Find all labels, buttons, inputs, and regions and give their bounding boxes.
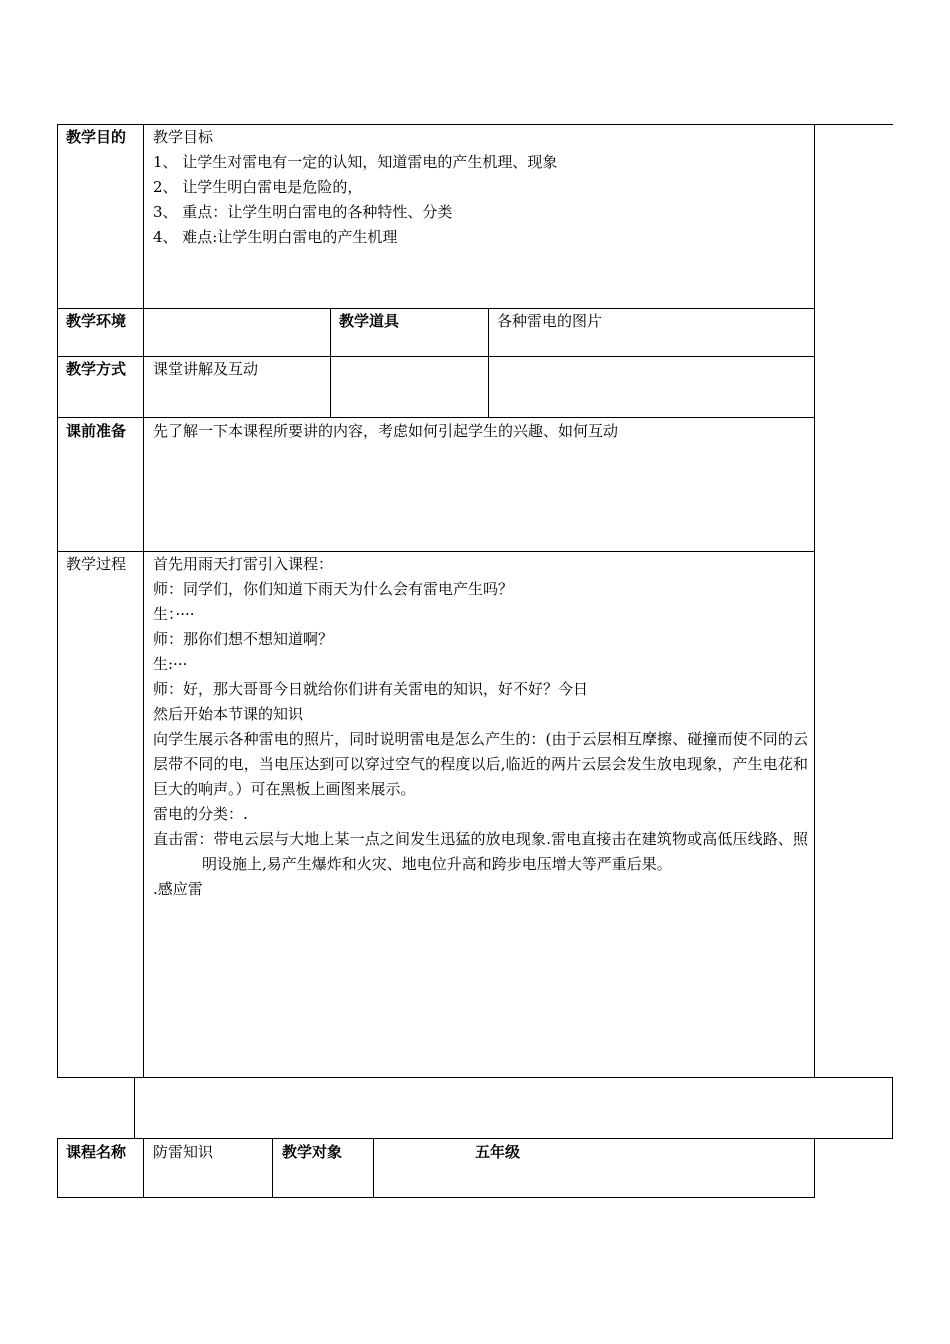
objective-item: 2、 让学生明白雷电是危险的， xyxy=(153,178,363,196)
objective-item: 3、 重点：让学生明白雷电的各种特性、分类 xyxy=(153,203,453,221)
audience-label: 教学对象 xyxy=(282,1143,343,1161)
row-divider-1 xyxy=(57,308,815,309)
course-table-bottom xyxy=(57,1197,815,1198)
course-name-label: 课程名称 xyxy=(66,1143,127,1161)
gap-box-right xyxy=(892,1077,893,1138)
table-right-border xyxy=(814,124,815,1078)
process-line: 首先用雨天打雷引入课程： xyxy=(153,555,334,573)
objectives-content xyxy=(153,125,808,250)
process-paragraph: 直击雷：带电云层与大地上某一点之间发生迅猛的放电现象.雷电直接击在建筑物或高低压线路、照明设施上,易产生爆炸和火灾、地电位升高和跨步电压增大等严重后果。 xyxy=(153,830,808,873)
course-name-value: 防雷知识 xyxy=(153,1143,214,1161)
process-label: 教学过程 xyxy=(66,555,127,573)
process-line: .感应雷 xyxy=(153,880,203,898)
process-line: 生:··· xyxy=(153,655,188,673)
process-line: 师：好，那大哥哥今日就给你们讲有关雷电的知识，好不好？今日 xyxy=(153,680,589,698)
course-divider-1 xyxy=(143,1138,144,1198)
objectives-heading: 教学目标 xyxy=(153,128,214,146)
tools-label: 教学道具 xyxy=(339,312,400,330)
course-divider-2 xyxy=(272,1138,273,1198)
tools-value: 各种雷电的图片 xyxy=(497,312,603,330)
preparation-label: 课前准备 xyxy=(66,422,127,440)
process-line: 师：同学们，你们知道下雨天为什么会有雷电产生吗？ xyxy=(153,580,514,598)
method-label: 教学方式 xyxy=(66,360,127,378)
process-line: 然后开始本节课的知识 xyxy=(153,705,304,723)
method-value: 课堂讲解及互动 xyxy=(153,360,259,378)
env-column-divider-a xyxy=(330,308,331,418)
label-column-divider xyxy=(143,124,144,1078)
process-line: 雷电的分类：. xyxy=(153,805,248,823)
row-divider-3 xyxy=(57,417,815,418)
objective-item: 4、 难点:让学生明白雷电的产生机理 xyxy=(153,228,398,246)
gap-box-bottom xyxy=(57,1138,893,1139)
env-column-divider-b xyxy=(488,308,489,418)
gap-box-left xyxy=(134,1077,135,1138)
environment-label: 教学环境 xyxy=(66,312,127,330)
preparation-value: 先了解一下本课程所要讲的内容，考虑如何引起学生的兴趣、如何互动 xyxy=(153,422,619,440)
objectives-label: 教学目的 xyxy=(66,128,127,146)
course-table-left xyxy=(57,1138,58,1198)
audience-value: 五年级 xyxy=(475,1143,521,1161)
objective-item: 1、 让学生对雷电有一定的认知，知道雷电的产生机理、现象 xyxy=(153,153,558,171)
process-content xyxy=(153,552,808,902)
process-line: 生：···· xyxy=(153,605,195,623)
process-paragraph: 向学生展示各种雷电的照片，同时说明雷电是怎么产生的：(由于云层相互摩擦、碰撞而使不同的云层带不同的电，当电压达到可以穿过空气的程度以后,临近的两片云层会发生放电现象，产生电花和巨大的响声。）可在黑板上画图来展示。 xyxy=(153,730,808,798)
table-bottom-border xyxy=(57,1077,893,1078)
course-table-right xyxy=(814,1138,815,1198)
course-divider-3 xyxy=(373,1138,374,1198)
process-line: 师：那你们想不想知道啊？ xyxy=(153,630,334,648)
table-left-border xyxy=(57,124,58,1078)
